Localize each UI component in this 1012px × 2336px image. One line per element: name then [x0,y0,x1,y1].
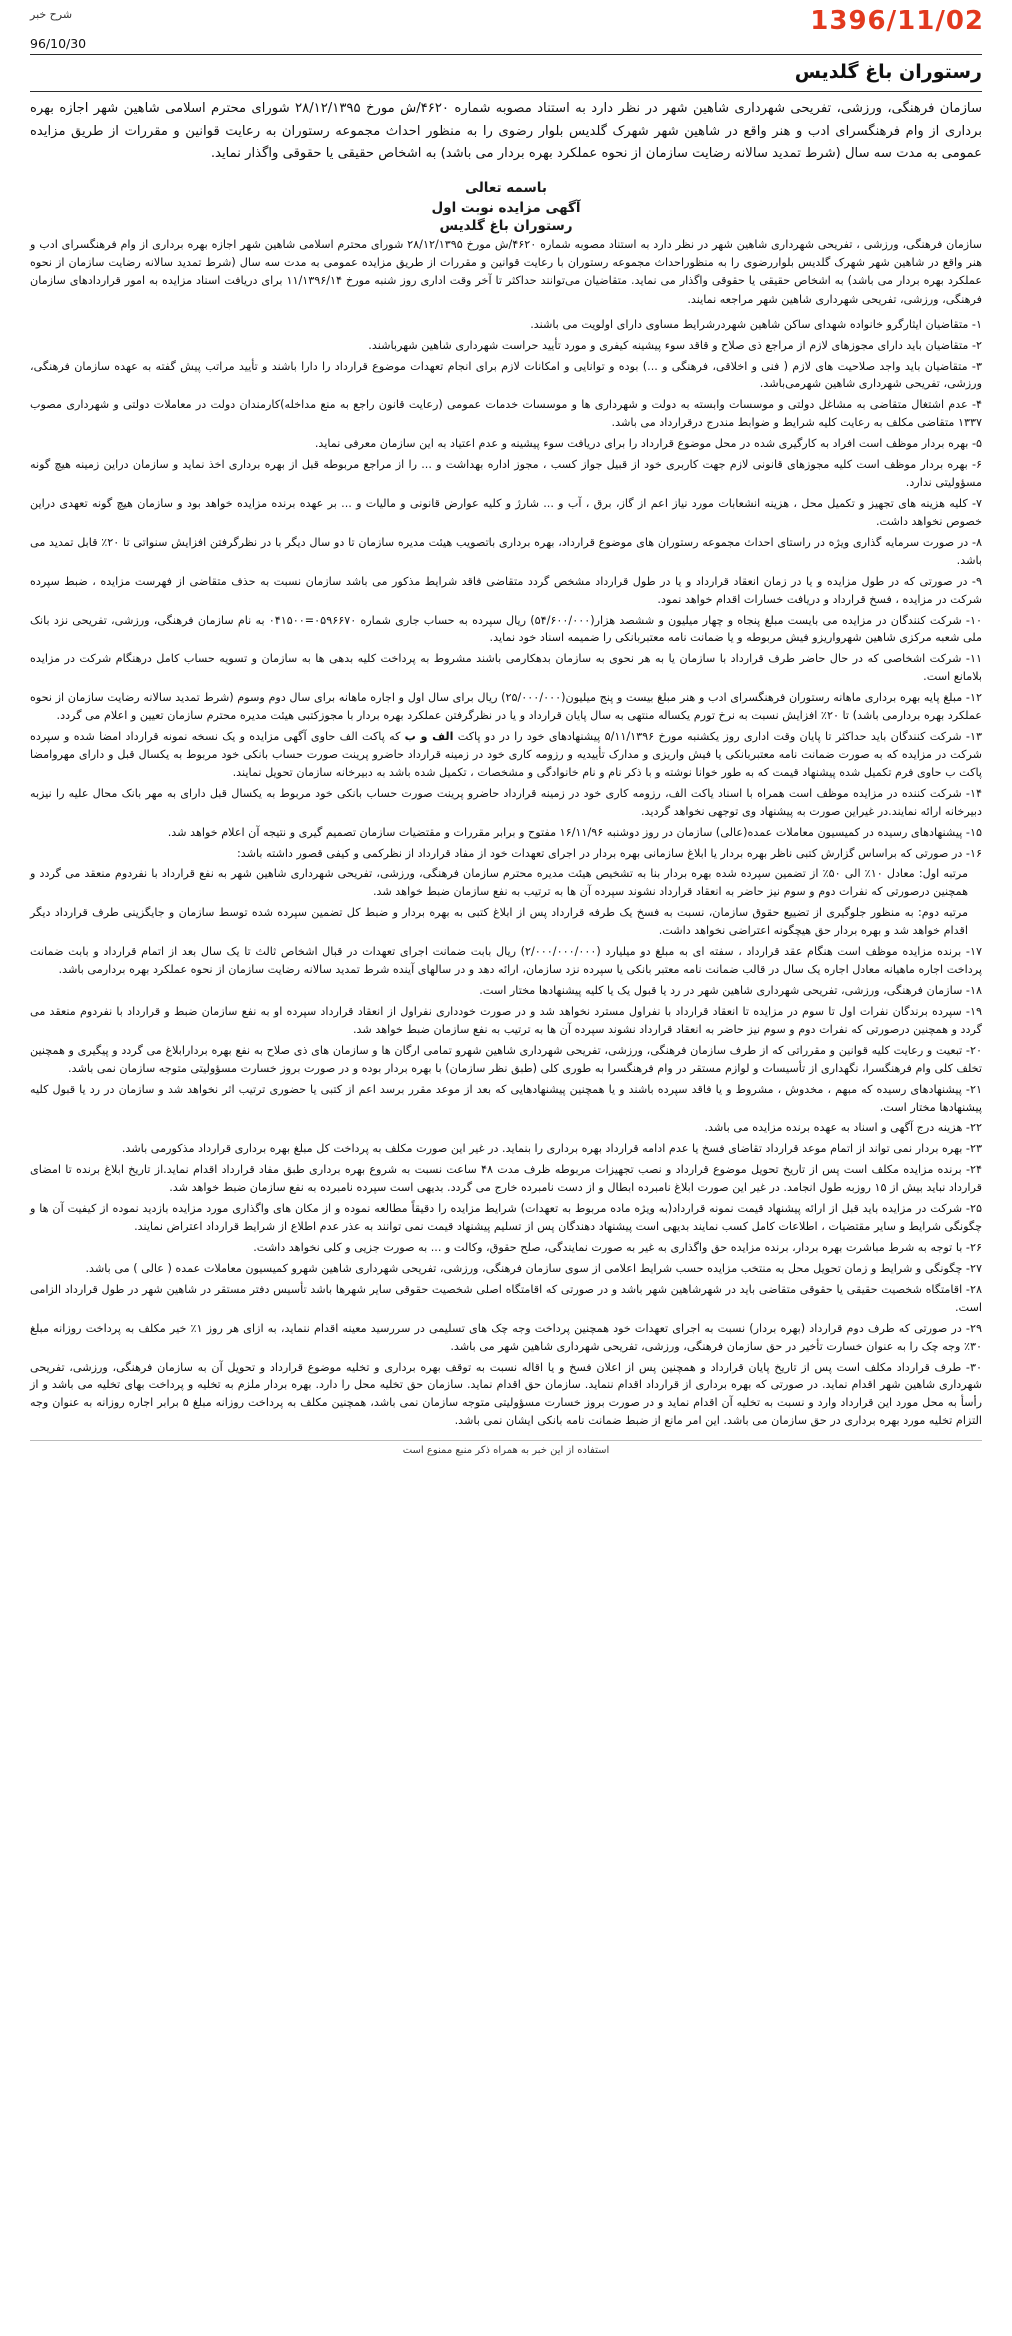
clause-item: ۵- بهره بردار موظف است افراد به کارگیری شده در محل موضوع قرارداد را برای دریافت سوء پیشینه و عدم اعتیاد به این سازمان معرفی نماید. [314,437,982,451]
clause-item: ۲- متقاضیان باید دارای مجوزهای لازم از مراجع ذی صلاح و قاقد سوء پیشینه کیفری و مورد تأیید حراست شهرداری شاهین شهرباشند. [368,338,982,352]
clause-item: ۲۲- هزینه درج آگهی و اسناد به عهده برنده مزایده می باشد. [704,1121,982,1135]
clause-item: ۱۵- پیشنهادهای رسیده در کمیسیون معاملات عمده(عالی) سازمان در روز دوشنبه ۱۶/۱۱/۹۶ مفتوح و برابر مقررات و مقتضیات سازمان تصمیم گیری و نتیجه آن اعلام خواهد شد. [167,825,982,839]
clause-item: ۲۶- با توجه به شرط مباشرت بهره بردار، برنده مزایده حق واگذاری به غیر به صورت نمایندگی، صلح حقوق، وکالت و ... به صورت جزیی و کلی نخواهد داشت. [253,1241,982,1254]
divider-top [30,54,982,55]
clause-item-penalty-second: مرتبه دوم: به منظور جلوگیری از تضییع حقوق سازمان، نسبت به فسخ یک طرفه قرارداد پس از ابلاغ کتبی به بهره بردار و ضبط کل تضمین سپرده شده توسط سازمان و جایگزینی طرف قرارداد دیگر اقدام خواهد شد و بهره بردار حق هیچگونه اعتراضی نخواهد داشت. [30,906,968,938]
news-label: شرح خبر [30,8,73,21]
clause-item: ۳- متقاضیان باید واجد صلاحیت های لازم ( فنی و اخلاقی، فرهنگی و ...) بوده و توانایی و امکانات لازم برای انجام تعهدات موضوع قرارداد را دارا باشند و تأیید مراتب پیش گفته به عهده سازمان فرهنگی، ورزشی، تفریحی شهرداری شاهین شهرمی‌باشد. [30,359,982,391]
clause-item: ۱۰- شرکت کنندگان در مزایده می بایست مبلغ پنجاه و چهار میلیون و ششصد هزار(۵۴/۶۰۰/۰۰۰) ریال سپرده به حساب جاری شماره ۰۵۹۶۶۷۰=۰۴۱۵۰۰ به نام سازمان فرهنگی، ورزشی، تفریحی نزد بانک ملی شعبه مرکزی شاهین شهرواریزو فیش مربوطه و یا ضمانت نامه معتبربانکی را ضمیمه اسناد خود نماید. [30,613,982,645]
clause-item: ۲۹- در صورتی که طرف دوم قرارداد (بهره بردار) نسبت به اجرای تعهدات خود همچنین پرداخت وجه چک های تسلیمی در سررسید معینه اقدام ننماید، به ازای هر روز ۱٪ خیر مکلف به پرداخت روزانه مبلغ ۳۰٪ وجه چک را به عنوان خسارت تأخیر در حق سازمان فرهنگی، ورزشی، تفریحی شهرداری شاهین شهر می باشد. [30,1321,982,1353]
heading-basmeh: باسمه تعالی [465,180,547,197]
issue-date: 96/10/30 [30,36,87,51]
heading-notice: آگهی مزایده نوبت اول [431,200,581,217]
clause-item: ۱۷- برنده مزایده موظف است هنگام عقد قرارداد ، سفته ای به مبلغ دو میلیارد (۲/۰۰۰/۰۰۰/۰۰۰) ریال بابت ضمانت اجرای تعهدات در قبال اشخاص ثالث تا یک سال بعد از اتمام قرارداد و بابت ضمانت پرداخت اجاره ماهیانه معادل اجاره یک سال در قالب ضمانت نامه معتبر بانکی یا سپرده نزد سازمان، ارائه دهد و در سالهای آینده شرط تمدید سالانه رضایت سازمان از نحوه عملکرد بهره بردارمی باشد. [30,945,982,977]
clause-item: ۱۸- سازمان فرهنگی، ورزشی، تفریحی شهرداری شاهین شهر در رد یا قبول یک یا کلیه پیشنهادها مختار است. [479,984,982,998]
clause-item: ۳۰- طرف قرارداد مکلف است پس از تاریخ پایان قرارداد و همچنین پس از اعلان فسخ و یا اقاله نسبت به توقف بهره برداری و تخلیه موضوع قرارداد و تحویل آن به سازمان فرهنگی، ورزشی، تفریحی شهرداری شاهین شهر اقدام نماید. در صورتی که بهره برداری از قرارداد اقدام ننماید. سازمان حق اقدام نماید. سازمان حق تخلیه محل را دارد. بهره بردار ملزم به تخلیه و پرداخت بهای تخلیه می باشد و از رأسأ به محل مورد این قرارداد وارد و نسبت به تخلیه آن اقدام نماید و در صورت بروز خسارت مسؤولیتی متوجه سازمان نمی باشد، همچنین مکلف به پرداخت روزانه مبلغ ۵ برابر اجاره روزانه به عنوان وجه التزام تخلیه مورد بهره برداری در حق سازمان می باشد. این امر مانع از ضبط ضمانت نامه بانکی ایشان نمی باشد. [30,1360,982,1428]
footer-note: استفاده از این خبر به همراه ذکر منبع ممنوع است [30,1440,982,1456]
summary-paragraph: سازمان فرهنگی، ورزشی، تفریحی شهرداری شاهین شهر در نظر دارد به استناد مصوبه شماره ۴۶۲۰/ش مورخ ۲۸/۱۲/۱۳۹۵ شورای محترم اسلامی شاهین شهر اجازه بهره برداری از وام فرهنگسرای ادب و هنر واقع در شاهین شهر شهرک گلدیس بلوار رضوی را به منظور احداث مجموعه رستوران به رعایت قوانین و مقررات از طریق مزایده عمومی به مدت سه سال (شرط تمدید سالانه رضایت سازمان از نحوه عملکرد بهره بردار می باشد) به اشخاص حقیقی یا حقوقی واگذار نماید. [30,101,983,162]
page-title: رستوران باغ گلدیس [794,61,982,83]
headline-date: 1396/11/02 [810,6,984,36]
heading-subject: رستوران باغ گلدیس [439,218,573,235]
clause-item: ۴- عدم اشتغال متقاضی به مشاغل دولتی و موسسات وابسته به دولت و شهرداری ها و موسسات خدمات عمومی (رعایت قانون راجع به منع مداخله)کارمندان دولت در معاملات دولتی و شهرداری مصوب ۱۳۳۷ متقاضی مکلف به رعایت کلیه شرایط و ضوابط مندرج درقرارداد می باشد. [30,398,982,430]
clause-item: ۱۴- شرکت کننده در مزایده موظف است همراه با اسناد یاکت الف، رزومه کاری خود در زمینه قرارداد حاضرو پرینت صورت حساب بانکی خود مربوط به یکسال قبل دارای به مهر بانک محال علیه را نیزبه دبیرخانه ارائه نمایند.در غیراین صورت به پیشنهاد وی توجهی نخواهد گردید. [30,786,982,818]
clause-item: ۷- کلیه هزینه های تجهیز و تکمیل محل ، هزینه انشعابات مورد نیاز اعم از گاز، برق ، آب و ... شارژ و کلیه عوارض قانونی و مالیات و ... بر عهده برنده مزایده خواهد بود و سازمان هیچ گونه تعهدی دراین خصوص نخواهد داشت. [30,496,982,528]
clause-item: ۱۹- سپرده برندگان نفرات اول تا سوم در مزایده تا انعقاد قرارداد با نفراول مسترد نخواهد شد و در صورت خودداری نفراول از انعقاد قرارداد سپرده او به نفع سازمان ضبط و قرارداد با نفردوم منعقد می گردد و همچنین درصورتی که نفرات دوم و سوم نیز حاضر به انعقاد قرارداد نشوند سپرده آن ها به ترتیب به نفع سازمان ضبط خواهد شد. [30,1004,982,1036]
clause-item: ۱۶- در صورتی که براساس گزارش کتبی ناظر بهره بردار یا ابلاغ سازمانی بهره بردار در اجرای تعهدات خود از مفاد قرارداد از نظرکمی و کیفی قصور داشته باشد: [236,846,982,860]
clause-item: ۱۱- شرکت اشخاصی که در حال حاضر طرف قرارداد با سازمان یا به هر نحوی به سازمان بدهکارمی باشند مشروط به پرداخت کلیه بدهی ها به سازمان و تسویه حساب کامل درهنگام شرکت در مزایده بلامانع است. [30,652,982,684]
clause-item-13: ۱۳- شرکت کنندگان باید حداکثر تا پایان وقت اداری روز یکشنبه مورخ ۵/۱۱/۱۳۹۶ پیشنهادهای خود را در دو پاکت الف و ب که پاکت الف حاوی آگهی مزایده و یک نسخه نمونه قرارداد امضا شده و سپرده شرکت در مزایده که به صورت ضمانت نامه معتبربانکی یا فیش واریزی و مدارک تأییدیه و رزومه کاری خود در زمینه قرارداد حاضرو پرینت صورت حساب بانکی خود مربوط به یکسال قبل و دارای مهروامضا پاکت ب حاوی فرم تکمیل شده پیشنهاد قیمت که به طور خوانا نوشته و با ذکر نام و نام خانوادگی و مشخصات ، تکمیل شده باشد به دبیرخانه سازمان تحویل نمایند. [30,730,982,779]
clause-item: ۹- در صورتی که در طول مزایده و یا در زمان انعقاد قرارداد و یا در طول قرارداد مشخص گردد متقاضی فاقد شرایط مذکور می باشد سازمان نسبت به حذف متقاضی از فهرست مزایده ، ضبط سپرده شرکت در مزایده ، فسخ قرارداد و دریافت خسارات اقدام خواهد نمود. [30,574,982,606]
clause-item-penalty-first: مرتبه اول: معادل ۱۰٪ الی ۵۰٪ از تضمین سپرده شده بهره بردار بنا به تشخیص هیئت مدیره محترم سازمان فرهنگی، ورزشی، تفریحی شهرداری شاهین شهر به نفع قرارداد با نفردوم منعقد می گردد و همچنین درصورتی که نفرات دوم و سوم نیز حاضر به انعقاد قرارداد نشوند سپرده آن ها به ترتیب به نفع سازمان ضبط خواهد شد. [30,867,969,899]
clause-item: ۸- در صورت سرمایه گذاری ویژه در راستای احداث مجموعه رستوران های موضوع قرارداد، بهره برداری باتصویب هیئت مدیره سازمان تا دو سال دیگر با در نظرگرفتن افزایش سنواتی تا ۲۰٪ قابل تمدید می باشد. [30,535,982,567]
clause-item: ۲۰- تبعیت و رعایت کلیه قوانین و مقرراتی که از طرف سازمان فرهنگی، ورزشی، تفریحی شهرداری شاهین شهرو تمامی ارگان ها و سازمان های ذی صلاح به نفع بهره بردارابلاغ می گردد و پیگیری و همچنین تخلف کلی وام فرهنگسرا، نگهداری از تأسیسات و لوازم مستقر در وام فرهنگسرا به طوری کلی (طبق نظر سازمان) با بهره بردار بوده و در صورت بروز خسارت مسؤولیتی متوجه سازمان نمی باشد. [30,1043,982,1075]
clause-item: ۲۱- پیشنهادهای رسیده که مبهم ، مخدوش ، مشروط و یا فاقد سپرده باشند و یا همچنین پیشنهادهایی که بعد از موعد مقرر برسد اعم از کتبی یا حضوری ترتیب اثر نخواهد شد و سازمان در رد یا قبول کلیه پیشنهادها مختار است. [30,1082,982,1114]
clause-item: ۲۷- چگونگی و شرایط و زمان تحویل محل به منتخب مزایده حسب شرایط اعلامی از سوی سازمان فرهنگی، ورزشی، تفریحی شهرداری شاهین شهرو کمیسیون معاملات عمده ( عالی ) می باشد. [85,1261,982,1275]
clause-item: ۲۴- برنده مزایده مکلف است پس از تاریخ تحویل موضوع قرارداد و نصب تجهیزات مربوطه ظرف مدت ۴۸ ساعت نسبت به شروع بهره برداری طبق مفاد قرارداد اقدام نماید.از تاریخ ابلاغ برنده تا امضای قرارداد نباید بیش از ۱۵ روزبه طول انجامد. در غیر این صورت ابلاغ نامبرده ابطال و از دست نامبرده خارج می گردد. بدیهی است سپرده نامبرده به نفع سازمان ضبط خواهد شد. [30,1163,983,1195]
divider-title [30,91,982,92]
clause-item: ۲۵- شرکت در مزایده باید قبل از ارائه پیشنهاد قیمت نمونه قرارداد(به ویژه ماده مربوط به تعهدات) شرایط مزایده را دقیقاً مطالعه نموده و از مکان های واگذاری مورد مزایده بازدید نموده از کیفیت آن ها و چگونگی شرایط و سایر مقتضیات ، اطلاعات کامل کسب نمایند بدیهی است پیشنهاد دهندگان پس از تسلیم پیشنهاد قیمت نمی توانند به عذر عدم اطلاع از شرایط قرارداد اعتراض نمایند. [30,1202,982,1234]
intro-paragraph: سازمان فرهنگی، ورزشی ، تفریحی شهرداری شاهین شهر در نظر دارد به استناد مصوبه شماره ۴۶۲۰/ش مورخ ۲۸/۱۲/۱۳۹۵ شورای محترم اسلامی شاهین شهر اجازه بهره برداری از وام فرهنگسرای ادب و هنر واقع در شاهین شهر شهرک گلدیس بلواررضوی را به منظوراحداث مجموعه رستوران با رعایت قوانین و مقررات از طریق مزایده عمومی به مدت سه سال (شرط تمدید سالانه رضایت سازمان از نحوه عملکرد بهره بردار می باشد) به اشخاص حقیقی یا حقوقی واگذار می نماید. متقاضیان می‌توانند حداکثر تا آخر وقت اداری روز شنبه مورخ ۱۱/۱۳۹۶/۱۴ برای دریافت اسناد مزایده به امور قراردادهای سازمان فرهنگی، ورزشی، تفریحی شهرداری شاهین شهر مراجعه نمایند. [30,238,982,306]
clause-item: ۲۸- اقامتگاه شخصیت حقیقی یا حقوقی متقاضی باید در شهرشاهین شهر باشد و در صورتی که اقامتگاه اصلی شخصیت حقوقی سایر شهرها باشد تأسیس دفتر مستقر در شاهین شهر در طول قرارداد الزامی است. [30,1282,982,1314]
clauses-list [30,316,982,1431]
clause-item: ۱۲- مبلغ پایه بهره برداری ماهانه رستوران فرهنگسرای ادب و هنر مبلغ بیست و پنج میلیون(۲۵/۰۰۰/۰۰۰) ریال برای سال اول و اجاره ماهانه برای سال دوم وسوم (شرط تمدید سالانه رضایت سازمان از نحوه عملکرد بهره بردارمی باشد) تا ۲۰٪ افزایش نسبت به نرخ تورم یکساله منتهی به سال پایان قرارداد و یا در نظرگرفتن عملکرد بهره بردار با مجوزکتبی هیئت مدیره محترم سازمان تعیین و اعلام می گردد. [30,691,982,723]
clause-item: ۶- بهره بردار موظف است کلیه مجوزهای قانونی لازم جهت کاربری خود از قبیل جواز کسب ، مجوز اداره بهداشت و ... را از مراجع مربوطه قبل از بهره برداری اخذ نماید و سازمان دراین زمینه هیچ گونه مسؤولیتی ندارد. [30,458,982,490]
clause-item: ۱- متقاضیان ایثارگرو خانواده شهدای ساکن شاهین شهردرشرایط مساوی دارای اولویت می باشند. [530,317,982,331]
clause-item: ۲۳- بهره بردار نمی تواند از اتمام موعد قرارداد تقاضای فسخ یا عدم ادامه قرارداد بهره برداری را بنماید. در غیر این صورت مکلف به پرداخت کل مبلغ بهره برداری قرارداد مذکورمی باشد. [121,1142,982,1156]
